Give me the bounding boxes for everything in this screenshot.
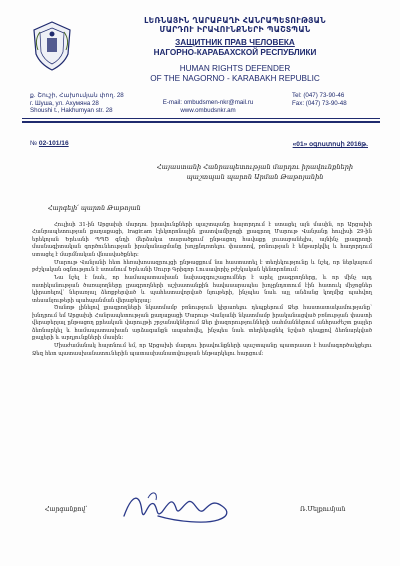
- phone-block: [292, 92, 382, 107]
- title-russian-line-2: НАГОРНО-КАРАБАХСКОЙ РЕСПУБЛИКИ: [153, 48, 317, 57]
- title-english-line-2: OF THE NAGORNO - KARABAKH REPUBLIC: [150, 74, 320, 83]
- header-divider-thick: [22, 121, 380, 123]
- closing-phrase: Հարգանքով՝: [45, 506, 88, 513]
- signatory-name: Ռ.Մելքումյան: [300, 506, 346, 513]
- fax-text: Fax: (047) 73-90-48: [292, 99, 347, 107]
- header-divider-thin: [22, 118, 380, 119]
- body-paragraph-4: Ծանոթ լինելով լրագրողների նկատմամբ բռնություն կիրառելու դեպքերում Ձեր հաստատակամությանը՝ խնդրում եմ Արցախի Հանրապետության քաղաքացի Մարութ Վանյանի նկատմամբ իրականացված բռնության փաստի վերաբերյալ ընթացող քրեական վարույթի շրջանակներում Ձեր լիազորությունների սահմաններում անհրաժեշտ քայլեր ձեռնարկել և համապատասխան արձագանքն ապահովել, ինչպես նաև տեղեկացնել նշված դեպքով ձեռնարկված քայլերի և արդյունքների մասին:: [32, 305, 372, 342]
- title-armenian-line-2: ՄԱՐԴՈՒ ԻՐԱՎՈՒՆՔՆԵՐԻ ՊԱՇՏՊԱՆ: [159, 25, 311, 34]
- reference-date-value: «01» օգոստոսի 2016թ.: [292, 141, 368, 148]
- web-contacts: [148, 99, 268, 114]
- salutation: Հարգելի՛ պարոն Թաթոյան: [48, 204, 141, 212]
- reference-number-value: 02-101/16: [38, 140, 69, 147]
- body-paragraph-1: Հուլիսի 31-ին Արցախի մարդու իրավունքների պաշտպանը հայտրդում է ստացել այն մասին, որ Արցախի Հանրապետության քաղաքացի, lragir.am էլեկտրոնային լրատվամիջոցի լրագրող Մարութ Վանյանը հուլիսի 29-ին երեկոյան Երևանի ՊՊԾ գնդի մերձակա տարածքում ընթացող հավաքը լուսաբանելիս, այնինչ լրագրողի մասնագիտական գործունեության իրականացմանը խոչընդոտելու փաստով, բռնության է ենթարկվել և հաղորդում ստացել է մարմնական վնասվածքներ:: [32, 222, 372, 258]
- body-paragraph-3: Նա նշել է նաև, որ համապատասխան նախազգուշացումներ է արել լրագրողները, և որ մինչ այդ ոստիկանության ծառայողները լրագրողների աշխատանքին հավասարապես խոչընդոտում էին հատուկ միջոցներ կիրառելով՝ ներառյալ ձեռքբերված և պահեստավորված նյութերի, ինչպես նաև այլ անձանց կողմից պահվող տեսանյութերի պահպանման վերաբերյալ:: [32, 275, 372, 304]
- body-paragraph-5: Միաժամանակ հայտնում եմ, որ Արցախի մարդու իրավունքների պաշտպանը պատրաստ է համագործակցելու Ձեզ հետ պատասխանատուներին պատասխանատվության ենթարկելու հարցում:: [32, 343, 372, 357]
- website-text: www.ombudsnkr.am: [180, 106, 236, 114]
- title-russian-line-1: ЗАЩИТНИК ПРАВ ЧЕЛОВЕКА: [175, 38, 295, 47]
- title-armenian-line-1: ԼԵՌՆԱՅԻՆ ՂԱՐԱԲԱՂԻ ՀԱՆՐԱՊԵՏՈՒԹՅԱՆ: [144, 16, 326, 25]
- address-armenian: ք. Շուշի, Հախումյան փող. 28: [30, 92, 124, 99]
- email-text: E-mail: ombudsmen-nkr@mail.ru: [162, 99, 254, 106]
- letter-body: [32, 222, 372, 359]
- address-block: [30, 92, 150, 115]
- body-paragraph-2: Մարութ Վանյանի հետ հեռախոսազրույցի ընթացքում նա հաստատել է տեղեկությունը և նշել, որ ներկայում բժշկական օգնություն է ստանում Երևանի Սուրբ Գրիգոր Լուսավորիչ բժշկական կենտրոնում:: [32, 259, 372, 274]
- tel-text: Tel: (047) 73-90-46: [292, 92, 345, 99]
- address-english: Shoushi t., Hakhumyan str. 28: [30, 107, 113, 115]
- reference-number-label: №: [30, 140, 38, 147]
- coat-of-arms-icon: [30, 20, 74, 72]
- addressee-line-2: պաշտպան պարոն Արման Թաթոյանին: [186, 172, 324, 181]
- letterhead-titles: [90, 16, 380, 84]
- addressee-block: [150, 163, 360, 182]
- reference-number: [30, 140, 69, 147]
- address-russian: г. Шуша, ул. Ахумяна 28: [30, 99, 99, 107]
- reference-date: [293, 140, 368, 148]
- title-english-line-1: HUMAN RIGHTS DEFENDER: [179, 64, 291, 73]
- addressee-line-1: Հայաստանի Հանրապետության մարդու իրավունքների: [156, 163, 354, 171]
- handwritten-signature: [118, 486, 236, 528]
